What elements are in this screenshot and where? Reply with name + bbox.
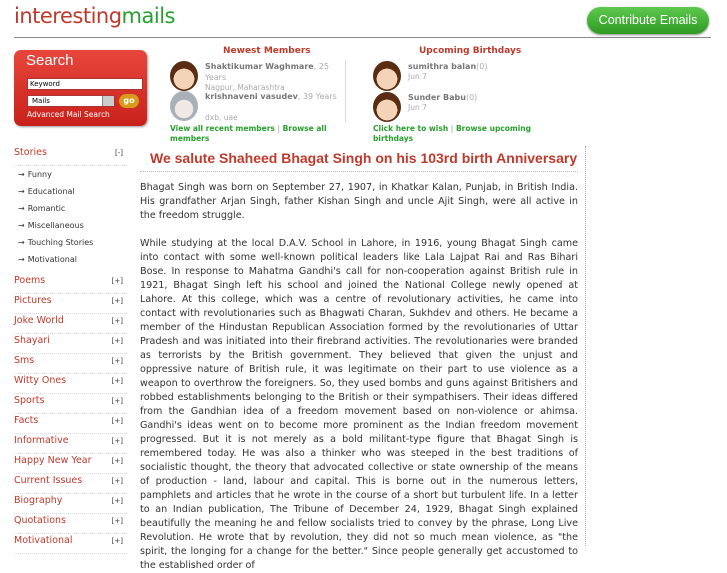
browse-upcoming-birthdays-link[interactable]: Browse upcoming birthdays — [373, 124, 532, 143]
birthday-item[interactable] — [373, 61, 538, 91]
sidebar-category[interactable]: Shayari [+] — [14, 334, 127, 354]
view-recent-members-link[interactable]: View all recent members — [170, 124, 275, 133]
subcategory-item[interactable]: → Funny — [18, 170, 52, 179]
sidebar-category[interactable]: Sports [+] — [14, 394, 127, 414]
category-label[interactable]: Stories — [14, 147, 47, 158]
expand-toggle[interactable]: [+] — [111, 457, 123, 465]
expand-toggle[interactable]: [+] — [111, 497, 123, 505]
expand-toggle[interactable]: [+] — [111, 317, 123, 325]
article-paragraph: While studying at the local D.A.V. School in Lahore, in 1916, young Bhagat Singh came into contact with some well-known political leaders like Lala Lajpat Rai and Ras Bihari Bose. In response to Mahatma Gandhi's call for non-cooperation against British rule in 1921, Bhagat Singh left his school and joined the National College newly opened at Lahore. At this college, which was a centre of revolutionary activities, he came into contact with revolutionaries such as Bhagwati Charan, Sukhdev and others. He became a member of the Hindustan Republican Association formed by the revolutionaries of Uttar Pradesh and was initiated into their firebrand activities. The revolutionaries were branded as terrorists by the British government. They believed that given the unjust and oppressive nature of British rule, it was legitimate on their part to use violence as a weapon to overthrow the foreigners. So, they used bombs and guns against Britishers and robbed establishments belonging to the British or their sympathisers. Their ideas differed from the Gandhian idea of a freedom movement based on non-violence or ahimsa. Gandhi's ideas went on to become more prominent as the Indian freedom movement progressed. But it is not merely as a bold militant-type figure that Bhagat Singh is remembered today. He was also a thinker who was steeped in the best traditions of socialistic thought, the theory that advocated collective or state ownership of the means of production - land, labour and capital. This is borne out in the numerous letters, pamphlets and articles that he wrote in the course of a short but turbulent life. In a letter to an Indian publication, The Tribune of December 24, 1929, Bhagat Singh explained beautifully the meaning he and fellow socialists tried to convey by the phrase, Long Live Revolution. He wrote that by revolution, they did not so much mean violence, as "the spirit, the longing for a change for the better." Since people generally get accustomed to the established order of — [140, 238, 578, 571]
collapse-toggle[interactable]: [-] — [115, 149, 123, 157]
avatar[interactable] — [373, 61, 401, 91]
search-type-select[interactable] — [27, 95, 115, 107]
sidebar-category[interactable]: Informative [+] — [14, 434, 127, 454]
sidebar-category[interactable]: Biography [+] — [14, 494, 127, 514]
arrow-right-icon: → — [18, 221, 25, 230]
subcategory-item[interactable]: → Touching Stories — [18, 238, 94, 247]
birthday-name[interactable]: sumithra balan(0) — [408, 62, 488, 71]
member-item[interactable] — [170, 91, 335, 121]
arrow-right-icon: → — [18, 204, 25, 213]
sidebar-category[interactable]: Quotations [+] — [14, 514, 127, 534]
search-title: Search — [26, 52, 74, 69]
sidebar-category[interactable]: Happy New Year [+] — [14, 454, 127, 474]
sidebar-category[interactable]: Joke World [+] — [14, 314, 127, 334]
expand-toggle[interactable]: [+] — [111, 397, 123, 405]
subcategory-item[interactable]: → Motivational — [18, 255, 77, 264]
expand-toggle[interactable]: [+] — [111, 377, 123, 385]
expand-toggle[interactable]: [+] — [111, 277, 123, 285]
header-divider — [14, 37, 711, 38]
subcategory-item[interactable]: → Educational — [18, 187, 75, 196]
site-logo[interactable] — [14, 4, 175, 28]
subcategory-item[interactable]: → Miscellaneous — [18, 221, 84, 230]
birthday-item[interactable] — [373, 92, 538, 122]
advanced-search-link[interactable]: Advanced Mail Search — [27, 110, 110, 119]
dropdown-arrow-icon[interactable] — [102, 96, 114, 106]
member-name[interactable]: Shaktikumar Waghmare, 25 Years — [205, 62, 329, 82]
expand-toggle[interactable]: [+] — [111, 357, 123, 365]
sidebar-item-stories[interactable] — [14, 146, 127, 166]
members-links — [170, 124, 335, 144]
birthday-name[interactable]: Sunder Babu(0) — [408, 93, 478, 102]
expand-toggle[interactable]: [+] — [111, 477, 123, 485]
browse-all-members-link[interactable]: Browse all members — [170, 124, 327, 143]
sidebar-category[interactable]: Facts [+] — [14, 414, 127, 434]
category-sidebar — [14, 146, 127, 554]
expand-toggle[interactable]: [+] — [111, 297, 123, 305]
avatar[interactable] — [373, 92, 401, 122]
expand-toggle[interactable]: [+] — [111, 417, 123, 425]
search-type-value: Mails — [32, 97, 50, 105]
birthday-date: Jun 7 — [408, 103, 427, 112]
arrow-right-icon: → — [18, 170, 25, 179]
subcategory-item[interactable]: → Romantic — [18, 204, 66, 213]
go-button[interactable]: go — [119, 94, 139, 108]
upcoming-birthdays-title: Upcoming Birthdays — [419, 46, 522, 56]
member-name[interactable]: krishnaveni vasudev, 39 Years — [205, 92, 337, 101]
link-separator: | — [450, 124, 454, 133]
search-box — [14, 50, 147, 126]
sidebar-category[interactable]: Poems [+] — [14, 274, 127, 294]
arrow-right-icon: → — [18, 255, 25, 264]
newest-members-title: Newest Members — [223, 46, 311, 56]
link-separator: | — [277, 124, 281, 133]
article-paragraph: Bhagat Singh was born on September 27, 1907, in Khatkar Kalan, Punjab, in British India. His grandfather Arjan Singh, father Kishan Singh and uncle Ajit Singh, were all active in the freedom struggle. — [140, 182, 578, 221]
sidebar-category[interactable]: Motivational [+] — [14, 534, 127, 554]
title-divider — [140, 171, 578, 172]
avatar[interactable] — [170, 61, 198, 91]
expand-toggle[interactable]: [+] — [111, 437, 123, 445]
article-title: We salute Shaheed Bhagat Singh on his 103rd birth Anniversary — [150, 150, 578, 166]
member-item[interactable] — [170, 61, 335, 91]
arrow-right-icon: → — [18, 187, 25, 196]
logo-part-mails: mails — [121, 4, 175, 28]
arrow-right-icon: → — [18, 238, 25, 247]
member-location: dxb, uae — [205, 113, 238, 122]
logo-part-interesting: interesting — [14, 4, 122, 28]
sidebar-category[interactable]: Current Issues [+] — [14, 474, 127, 494]
click-to-wish-link[interactable]: Click here to wish — [373, 124, 449, 133]
member-location: Nagpur, Maharashtra — [205, 83, 285, 92]
expand-toggle[interactable]: [+] — [111, 517, 123, 525]
contribute-emails-button[interactable]: Contribute Emails — [587, 7, 709, 34]
sidebar-category[interactable]: Witty Ones [+] — [14, 374, 127, 394]
sidebar-category[interactable]: Sms [+] — [14, 354, 127, 374]
avatar[interactable] — [170, 91, 198, 121]
expand-toggle[interactable]: [+] — [111, 337, 123, 345]
birthday-date: Jun 7 — [408, 72, 427, 81]
sidebar-category[interactable]: Pictures [+] — [14, 294, 127, 314]
keyword-input[interactable]: Keyword — [27, 78, 143, 90]
section-divider — [345, 60, 346, 122]
birthday-links — [373, 124, 543, 144]
expand-toggle[interactable]: [+] — [111, 537, 123, 545]
